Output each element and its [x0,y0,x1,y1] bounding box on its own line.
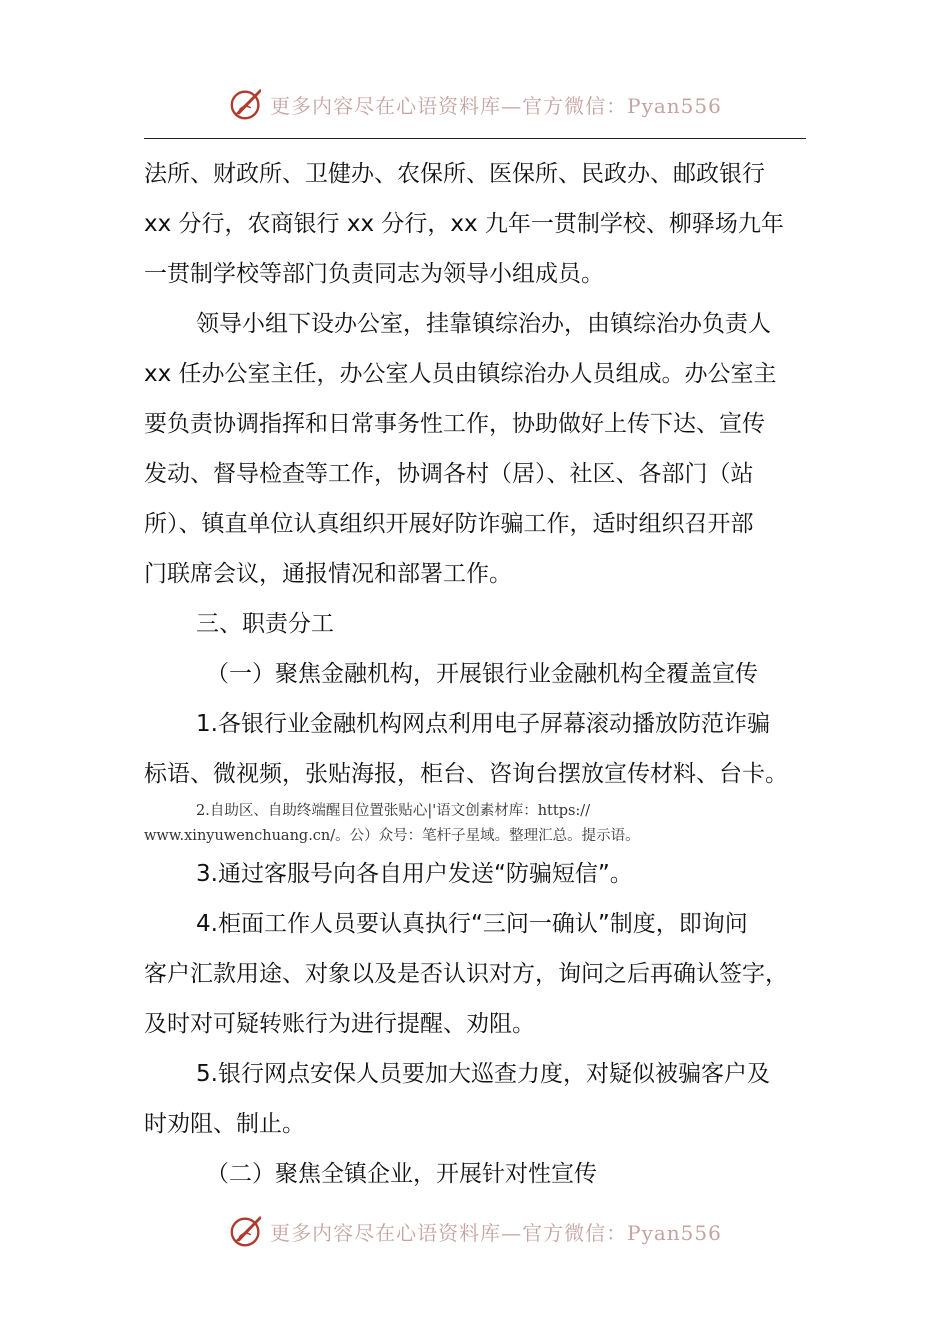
body-line: xx 分行，农商银行 xx 分行，xx 九年一贯制学校、柳驿场九年 [144,211,784,237]
body-line: xx 任办公室主任，办公室人员由镇综治办人员组成。办公室主 [144,361,777,387]
body-line: 所）、镇直单位认真组织开展好防诈骗工作，适时组织召开部 [144,511,754,537]
pen-circle-logo-icon [228,85,266,123]
body-line: 一贯制学校等部门负责同志为领导小组成员。 [144,261,604,287]
inserted-note-line: www.xinyuwenchuang.cn/。公）众号：笔杆子星域。整理汇总。提示语。 [144,828,640,844]
subsection-heading: （一）聚焦金融机构，开展银行业金融机构全覆盖宣传 [206,661,758,687]
body-line: 法所、财政所、卫健办、农保所、医保所、民政办、邮政银行 [144,161,765,187]
header-banner-text: 更多内容尽在心语资料库—官方微信：Pyan556 [270,93,722,118]
body-line: 4.柜面工作人员要认真执行“三问一确认”制度，即询问 [196,911,748,937]
footer-banner-text: 更多内容尽在心语资料库—官方微信：Pyan556 [270,1220,722,1245]
body-line: 5.银行网点安保人员要加大巡查力度，对疑似被骗客户及 [196,1061,770,1087]
body-line: 领导小组下设办公室，挂靠镇综治办，由镇综治办负责人 [196,311,771,337]
header-divider [144,138,806,139]
inserted-note-line: 2.自助区、自助终端醒目位置张贴心|'语文创素材库：https:// [196,803,591,819]
body-line: 1.各银行业金融机构网点利用电子屏幕滚动播放防范诈骗 [196,711,770,737]
section-heading: 三、职责分工 [196,611,334,637]
body-line: 要负责协调指挥和日常事务性工作，协助做好上传下达、宣传 [144,411,765,437]
subsection-heading: （二）聚焦全镇企业，开展针对性宣传 [206,1161,597,1187]
body-line: 门联席会议，通报情况和部署工作。 [144,561,512,587]
footer-banner [0,1211,950,1251]
body-line: 及时对可疑转账行为进行提醒、劝阻。 [144,1011,535,1037]
body-line: 3.通过客服号向各自用户发送“防骗短信”。 [196,861,633,887]
body-line: 标语、微视频，张贴海报，柜台、咨询台摆放宣传材料、台卡。 [144,761,788,787]
body-line: 发动、督导检查等工作，协调各村（居）、社区、各部门（站 [144,461,754,487]
body-line: 客户汇款用途、对象以及是否认识对方，询问之后再确认签字， [144,961,788,987]
body-line: 时劝阻、制止。 [144,1111,305,1137]
header-banner [0,84,950,124]
document-body [144,149,806,1199]
pen-circle-logo-icon [228,1212,266,1250]
